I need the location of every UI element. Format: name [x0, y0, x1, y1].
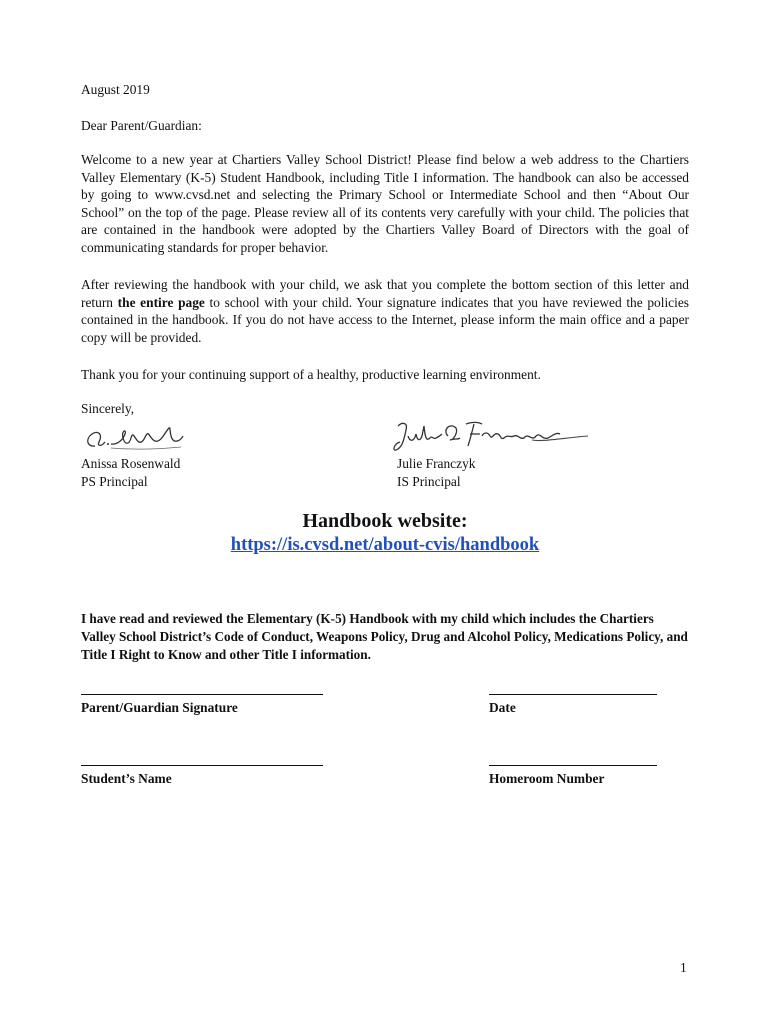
instructions-paragraph — [81, 276, 689, 346]
student-name-label: Student’s Name — [81, 771, 172, 786]
signature-rosenwald — [81, 420, 186, 456]
homeroom-line[interactable] — [489, 765, 657, 766]
date-line[interactable] — [489, 694, 657, 695]
handbook-link-container — [0, 533, 770, 557]
homeroom-label: Homeroom Number — [489, 771, 605, 786]
intro-paragraph: Welcome to a new year at Chartiers Valley School District! Please find below a web address to the Chartiers Valley Elementary (K-5) Student Handbook, including Title I information. The handbook can also be accessed by going to www.cvsd.net and selecting the Primary School or Intermediate School and then “About Our School” on the top of the page. Please review all of its contents very carefully with your child. The policies that are contained in the handbook were adopted by the Chartiers Valley Board of Directors with the goal of communicating standards for proper behavior. — [81, 152, 689, 255]
page-number: 1 — [680, 960, 687, 975]
signer-rosenwald — [81, 455, 180, 491]
salutation: Dear Parent/Guardian: — [81, 118, 202, 133]
letter-date: August 2019 — [81, 82, 150, 97]
student-name-line[interactable] — [81, 765, 323, 766]
signer-title: PS Principal — [81, 474, 148, 489]
signer-name: Anissa Rosenwald — [81, 456, 181, 471]
instructions-text-start: After reviewing the handbook with your child, we ask that you complete the bottom section of this letter and return — [81, 277, 689, 310]
instructions-emphasis: the entire page — [117, 294, 205, 310]
date-label: Date — [489, 700, 516, 715]
acknowledgement-statement: I have read and reviewed the Elementary (K-5) Handbook with my child which includes the Chartiers Valley School District’s Code of Conduct, Weapons Policy, Drug and Alcohol Policy, Medications Policy, and Title I Right to Know and other Title I information. — [81, 611, 688, 662]
signer-name: Julie Franczyk — [397, 456, 476, 471]
thanks-paragraph: Thank you for your continuing support of a healthy, productive learning environment. — [81, 367, 541, 382]
signer-title: IS Principal — [397, 474, 461, 489]
signer-franczyk — [397, 455, 475, 491]
parent-signature-line[interactable] — [81, 694, 323, 695]
parent-signature-label: Parent/Guardian Signature — [81, 700, 238, 715]
handbook-heading: Handbook website: — [302, 510, 468, 532]
instructions-text-end: to school with your child. Your signature indicates that you have reviewed the policies contained in the handbook. If you do not have access to the Internet, please inform the main office and a paper copy will be provided. — [81, 294, 689, 345]
signature-franczyk — [392, 418, 592, 456]
closing: Sincerely, — [81, 401, 135, 416]
handbook-link[interactable]: https://is.cvsd.net/about-cvis/handbook — [230, 535, 540, 555]
